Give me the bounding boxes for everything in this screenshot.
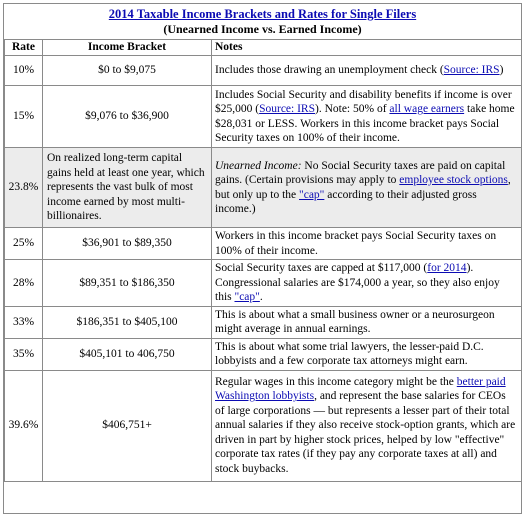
notes-text: No Social Security taxes are paid on capital gains. (Certain provisions may apply to bbox=[215, 159, 506, 186]
income-bracket-cell: $406,751+ bbox=[43, 370, 212, 481]
table-row bbox=[5, 260, 522, 307]
income-bracket-cell: $89,351 to $186,350 bbox=[43, 260, 212, 307]
table-row bbox=[5, 56, 522, 86]
notes-cell bbox=[212, 228, 522, 260]
header-row bbox=[5, 40, 522, 56]
notes-text: , and represent the base salaries for CEOs of large corporations — but represents a lesser part of their total annual salaries if they also receive stock-option grants, which are driven in part by higher stock prices, helped by low "effective" corporate tax rates (if they pay any corporate taxes at all) and stock buybacks. bbox=[215, 390, 516, 475]
rate-cell: 25% bbox=[5, 228, 43, 260]
table-row bbox=[5, 148, 522, 228]
table-row bbox=[5, 338, 522, 370]
table-row bbox=[5, 306, 522, 338]
notes-text: , but only up to the bbox=[215, 174, 511, 201]
notes-text: Regular wages in this income category might be the bbox=[215, 375, 457, 388]
rate-cell: 28% bbox=[5, 260, 43, 307]
table-row bbox=[5, 228, 522, 260]
income-bracket-cell: $0 to $9,075 bbox=[43, 56, 212, 86]
table-row bbox=[5, 86, 522, 148]
rate-cell: 39.6% bbox=[5, 370, 43, 481]
notes-text: according to their adjusted gross income.) bbox=[215, 188, 477, 215]
notes-link[interactable]: for 2014 bbox=[427, 262, 467, 274]
income-bracket-cell: $405,101 to 406,750 bbox=[43, 338, 212, 370]
table-row bbox=[5, 370, 522, 481]
notes-link[interactable]: Source: IRS bbox=[259, 103, 315, 115]
notes-cell bbox=[212, 148, 522, 228]
header-notes: Notes bbox=[212, 40, 522, 56]
rate-cell: 10% bbox=[5, 56, 43, 86]
notes-cell bbox=[212, 86, 522, 148]
notes-text: ) bbox=[499, 64, 504, 77]
rate-cell: 15% bbox=[5, 86, 43, 148]
rate-cell: 33% bbox=[5, 306, 43, 338]
notes-link[interactable]: "cap" bbox=[234, 291, 260, 303]
notes-cell bbox=[212, 370, 522, 481]
table-caption bbox=[4, 4, 521, 38]
notes-link[interactable]: better paid Washington lobbyists bbox=[215, 375, 506, 403]
income-bracket-cell: On realized long-term capital gains held at least one year, which represents the vast bulk of most income earned by most multi-billionaires. bbox=[43, 148, 212, 228]
notes-cell bbox=[212, 338, 522, 370]
notes-text: Includes Social Security and disability benefits if income is over $25,000 ( bbox=[215, 88, 512, 115]
notes-text: This is about what a small business owner or a neurosurgeon might average in annual earnings. bbox=[215, 308, 495, 335]
notes-cell bbox=[212, 260, 522, 307]
table-body bbox=[5, 56, 522, 482]
notes-text: ). Congressional salaries are $174,000 a year, so they also enjoy this bbox=[215, 262, 500, 303]
notes-link[interactable]: "cap" bbox=[299, 188, 325, 201]
notes-emphasis: Unearned Income: bbox=[215, 159, 302, 172]
income-bracket-cell: $9,076 to $36,900 bbox=[43, 86, 212, 148]
notes-link[interactable]: all wage earners bbox=[389, 103, 465, 115]
notes-cell bbox=[212, 306, 522, 338]
notes-link[interactable]: Source: IRS bbox=[443, 64, 500, 77]
caption-title-link[interactable]: 2014 Taxable Income Brackets and Rates for Single Filers bbox=[108, 7, 417, 21]
notes-text: take home $28,031 or LESS. Workers in this income bracket pays Social Security taxes on 100% of their income. bbox=[215, 103, 515, 144]
notes-text: Social Security taxes are capped at $117,000 ( bbox=[215, 262, 428, 274]
notes-text: ). Note: 50% of bbox=[315, 103, 390, 115]
notes-text: Workers in this income bracket pays Social Security taxes on 100% of their income. bbox=[215, 230, 497, 257]
notes-text: . bbox=[259, 291, 263, 303]
tax-bracket-table-container bbox=[3, 3, 522, 514]
rate-cell: 35% bbox=[5, 338, 43, 370]
rate-cell: 23.8% bbox=[5, 148, 43, 228]
notes-text: Includes those drawing an unemployment check ( bbox=[215, 64, 444, 77]
notes-cell bbox=[212, 56, 522, 86]
notes-text: This is about what some trial lawyers, the lesser-paid D.C. lobbyists and a few corporate tax attorneys might earn. bbox=[215, 340, 484, 367]
notes-link[interactable]: employee stock options bbox=[399, 174, 508, 186]
income-bracket-cell: $36,901 to $89,350 bbox=[43, 228, 212, 260]
header-income-bracket: Income Bracket bbox=[43, 40, 212, 56]
header-rate: Rate bbox=[5, 40, 43, 56]
income-bracket-cell: $186,351 to $405,100 bbox=[43, 306, 212, 338]
caption-subtitle: (Unearned Income vs. Earned Income) bbox=[163, 22, 362, 36]
tax-bracket-table bbox=[4, 39, 522, 482]
